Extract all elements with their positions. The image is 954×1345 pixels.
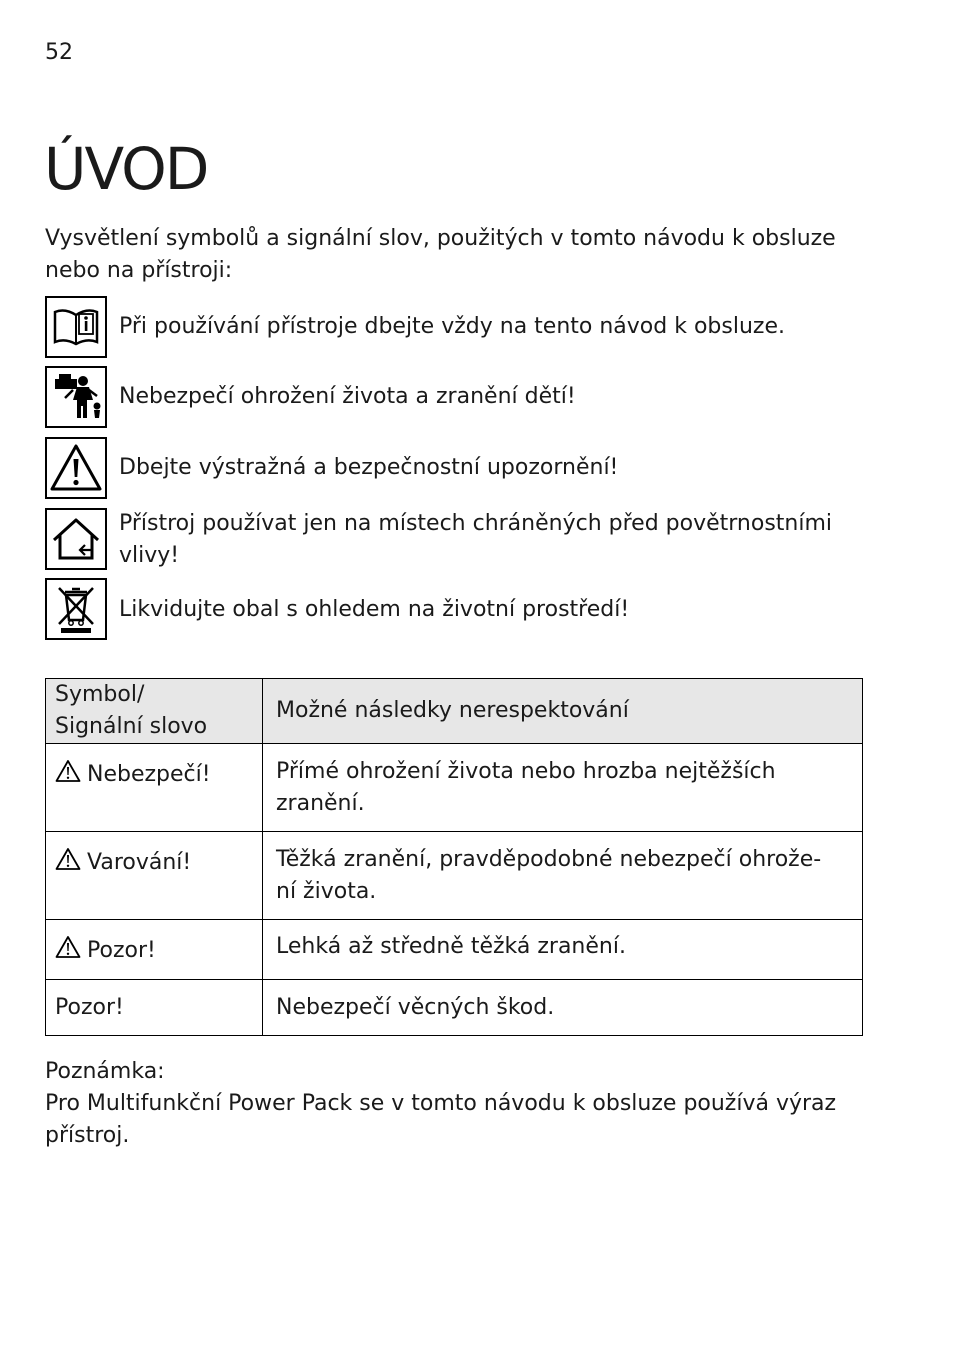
symbol-text: Dbejte výstražná a bezpečnostní upozornění! (119, 455, 619, 480)
table-header: Symbol/ Signální slovo (46, 679, 263, 744)
table-cell-consequence: Nebezpečí věcných škod. (263, 980, 863, 1036)
note-label: Poznámka: (45, 1059, 165, 1084)
table-cell-consequence: Lehká až středně těžká zranění. (263, 920, 863, 980)
indoor-use-icon (45, 508, 107, 570)
table-row (46, 980, 863, 1036)
signal-word: Nebezpečí! (87, 762, 211, 787)
table-cell-signal: Pozor! (46, 980, 263, 1036)
page-number: 52 (45, 40, 73, 65)
symbol-text: Přístroj používat jen na místech chráněných před povětrnostními vlivy! (119, 511, 833, 568)
table-header-row (46, 679, 863, 744)
signal-word: Pozor! (87, 938, 156, 963)
symbol-row-warning (45, 437, 875, 499)
table-cell-consequence: Těžká zranění, pravděpodobné nebezpečí ohrože- ní života. (263, 832, 863, 920)
table-header: Možné následky nerespektování (263, 679, 863, 744)
warning-triangle-icon (45, 437, 107, 499)
child-danger-icon (45, 366, 107, 428)
symbol-row-disposal (45, 578, 875, 640)
table-row (46, 920, 863, 980)
symbol-row-indoor (45, 508, 875, 570)
table-row (46, 832, 863, 920)
symbol-text: Likvidujte obal s ohledem na životní prostředí! (119, 597, 630, 622)
page-title: ÚVOD (44, 135, 208, 203)
signal-words-table (45, 678, 863, 1036)
signal-word: Varování! (87, 850, 192, 875)
table-cell-consequence: Přímé ohrožení života nebo hrozba nejtěžších zranění. (263, 744, 863, 832)
intro-text: Vysvětlení symbolů a signální slov, použitých v tomto návodu k obsluze nebo na přístroji: (45, 226, 836, 283)
table-cell-signal (46, 744, 263, 832)
crossed-bin-icon (45, 578, 107, 640)
warning-icon (55, 759, 81, 783)
note (45, 1056, 875, 1152)
symbol-row-manual (45, 296, 875, 358)
manual-info-icon (45, 296, 107, 358)
warning-icon (55, 847, 81, 871)
note-text: Pro Multifunkční Power Pack se v tomto návodu k obsluze používá výraz přístroj. (45, 1091, 837, 1148)
table-row (46, 744, 863, 832)
symbol-text: Nebezpečí ohrožení života a zranění dětí! (119, 384, 576, 409)
symbol-text: Při používání přístroje dbejte vždy na tento návod k obsluze. (119, 314, 785, 339)
warning-icon (55, 935, 81, 959)
table-cell-signal (46, 920, 263, 980)
symbol-row-child (45, 366, 875, 428)
table-cell-signal (46, 832, 263, 920)
